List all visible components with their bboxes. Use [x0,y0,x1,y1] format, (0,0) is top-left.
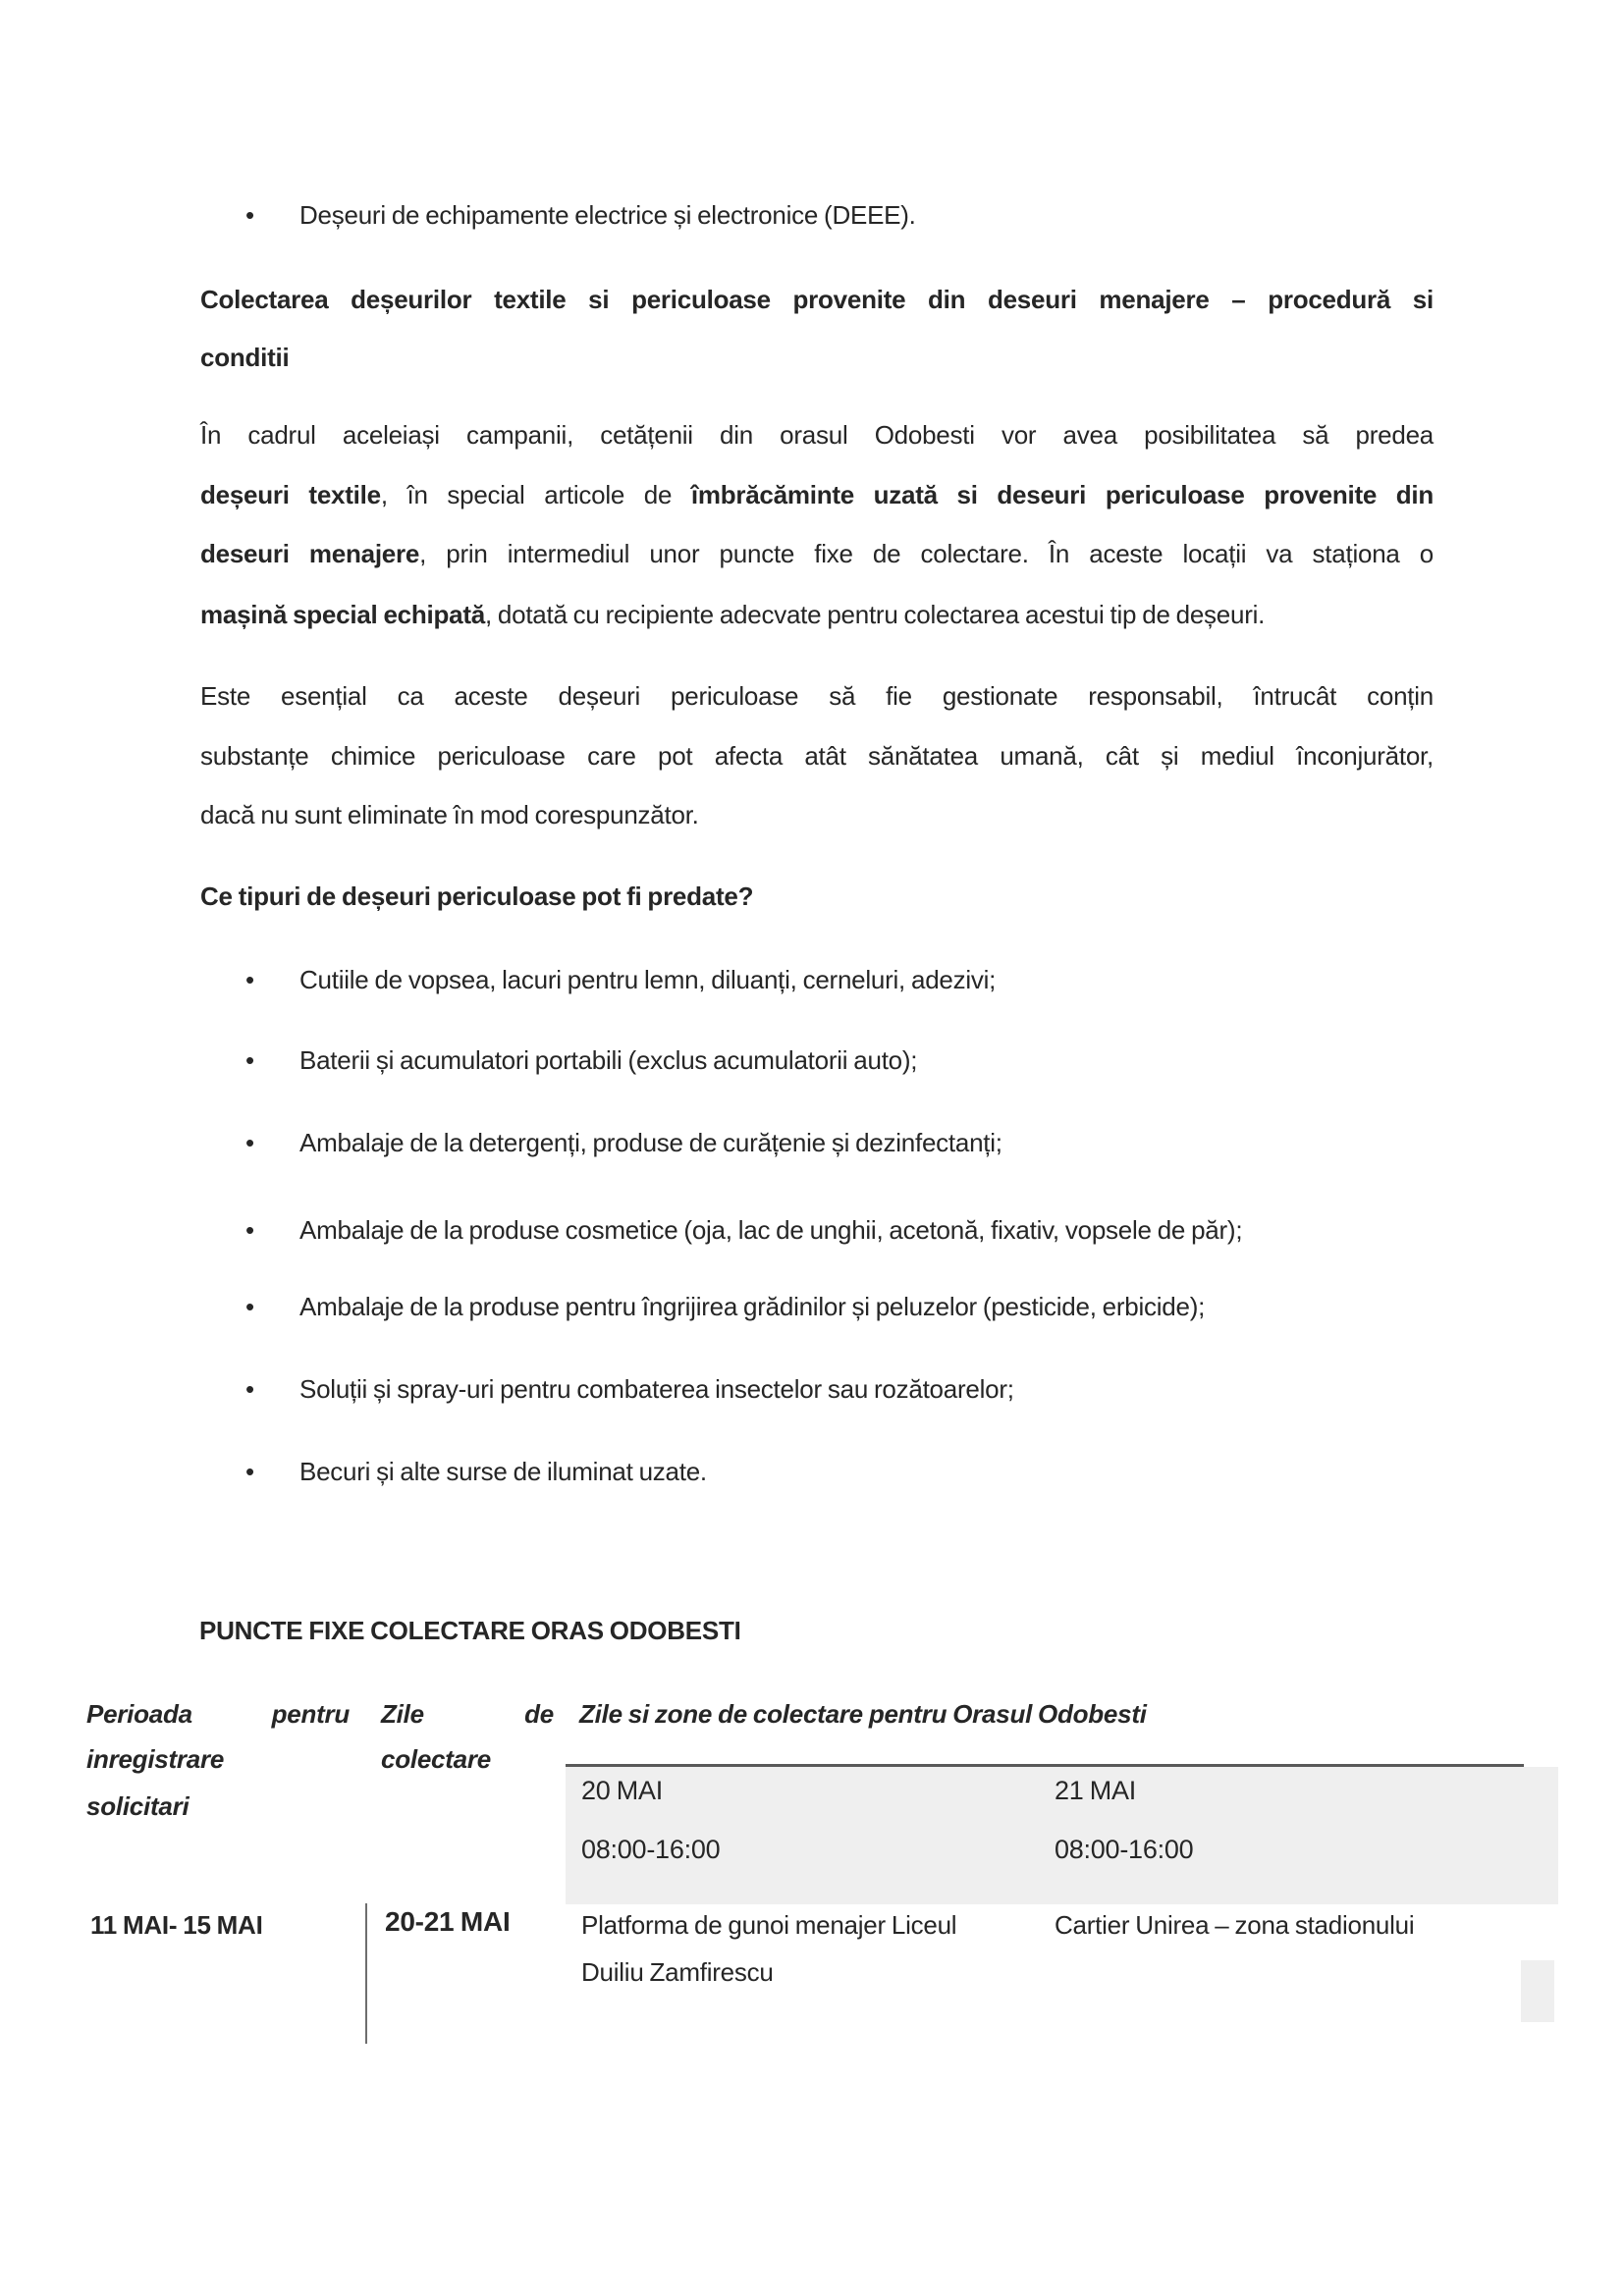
table-row-days: 20-21 MAI [385,1906,511,1937]
bullet-icon: • [245,1045,254,1075]
schedule-day2-hours: 08:00-16:00 [1055,1835,1194,1864]
schedule-day1-hours: 08:00-16:00 [581,1835,721,1864]
bullet-icon: • [245,965,254,994]
schedule-day1-zone-line1: Platforma de gunoi menajer Liceul [581,1910,957,1940]
bullet-icon: • [245,1215,254,1245]
list-item [245,1372,1014,1406]
list-item [245,963,996,996]
table-header-rule [566,1764,1524,1767]
section-heading-line2: conditii [200,343,290,372]
intro-bullet-text: Deșeuri de echipamente electrice și electronice (DEEE). [299,200,916,230]
schedule-day1-zone-line2: Duiliu Zamfirescu [581,1957,774,1987]
table-cell-shading [1521,1960,1554,2022]
list-item-text: Becuri și alte surse de iluminat uzate. [299,1457,707,1486]
paragraph2-line3: dacă nu sunt eliminate în mod corespunzător. [200,800,699,829]
list-item [245,1290,1205,1323]
bullet-icon: • [245,1457,254,1486]
intro-bullet-item [245,198,916,232]
list-item [245,1126,1002,1159]
bullet-icon: • [245,200,254,230]
list-item-text: Ambalaje de la produse pentru îngrijirea grădinilor și peluzelor (pesticide, erbicide); [299,1292,1206,1321]
list-item-text: Baterii și acumulatori portabili (exclus acumulatorii auto); [299,1045,918,1075]
section-heading-line1: Colectarea deșeurilor textile si periculoase provenite din deseuri menajere – procedură si [200,285,1434,314]
table-row-period: 11 MAI- 15 MAI [90,1910,263,1940]
schedule-day2-date: 21 MAI [1055,1776,1137,1805]
list-item [245,1455,707,1488]
bullet-icon: • [245,1374,254,1404]
table-header-col2-line2: colectare [381,1744,491,1774]
paragraph2-line2: substanțe chimice periculoase care pot afecta atât sănătatea umană, cât și mediul înconjurător, [200,741,1434,771]
paragraph2-line1: Este esențial ca aceste deșeuri periculoase să fie gestionate responsabil, întrucât conțin [200,681,1434,711]
schedule-day2-zone: Cartier Unirea – zona stadionului [1055,1910,1415,1940]
paragraph1-line3: deseuri menajere, prin intermediul unor puncte fixe de colectare. În aceste locații va staționa o [200,539,1434,568]
table-header-col2-line1: Zile de [381,1699,554,1729]
paragraph1-line2: deșeuri textile, în special articole de îmbrăcăminte uzată si deseuri periculoase provenite din [200,480,1434,509]
paragraph1-line1: În cadrul aceleiași campanii, cetățenii din orasul Odobesti vor avea posibilitatea să predea [200,420,1434,450]
bullet-icon: • [245,1128,254,1157]
paragraph1-line4: mașină special echipată, dotată cu recipiente adecvate pentru colectarea acestui tip de deșeuri. [200,600,1266,629]
table-header-col1-line2: inregistrare [86,1744,225,1774]
table-header-col1-line1: Perioada pentru [86,1699,350,1729]
question-heading: Ce tipuri de deșeuri periculoase pot fi predate? [200,881,754,911]
collection-points-title: PUNCTE FIXE COLECTARE ORAS ODOBESTI [199,1616,741,1645]
list-item-text: Cutiile de vopsea, lacuri pentru lemn, diluanți, cerneluri, adezivi; [299,965,997,994]
list-item-text: Ambalaje de la produse cosmetice (oja, lac de unghii, acetonă, fixativ, vopsele de păr); [299,1215,1243,1245]
list-item-text: Ambalaje de la detergenți, produse de curățenie și dezinfectanți; [299,1128,1002,1157]
schedule-day1-date: 20 MAI [581,1776,664,1805]
list-item [245,1043,917,1077]
bullet-icon: • [245,1292,254,1321]
table-header-col3: Zile si zone de colectare pentru Orasul Odobesti [579,1699,1147,1729]
list-item-text: Soluții și spray-uri pentru combaterea insectelor sau rozătoarelor; [299,1374,1014,1404]
table-column-divider [365,1903,367,2044]
list-item [245,1213,1242,1247]
table-header-col1-line3: solicitari [86,1791,189,1821]
